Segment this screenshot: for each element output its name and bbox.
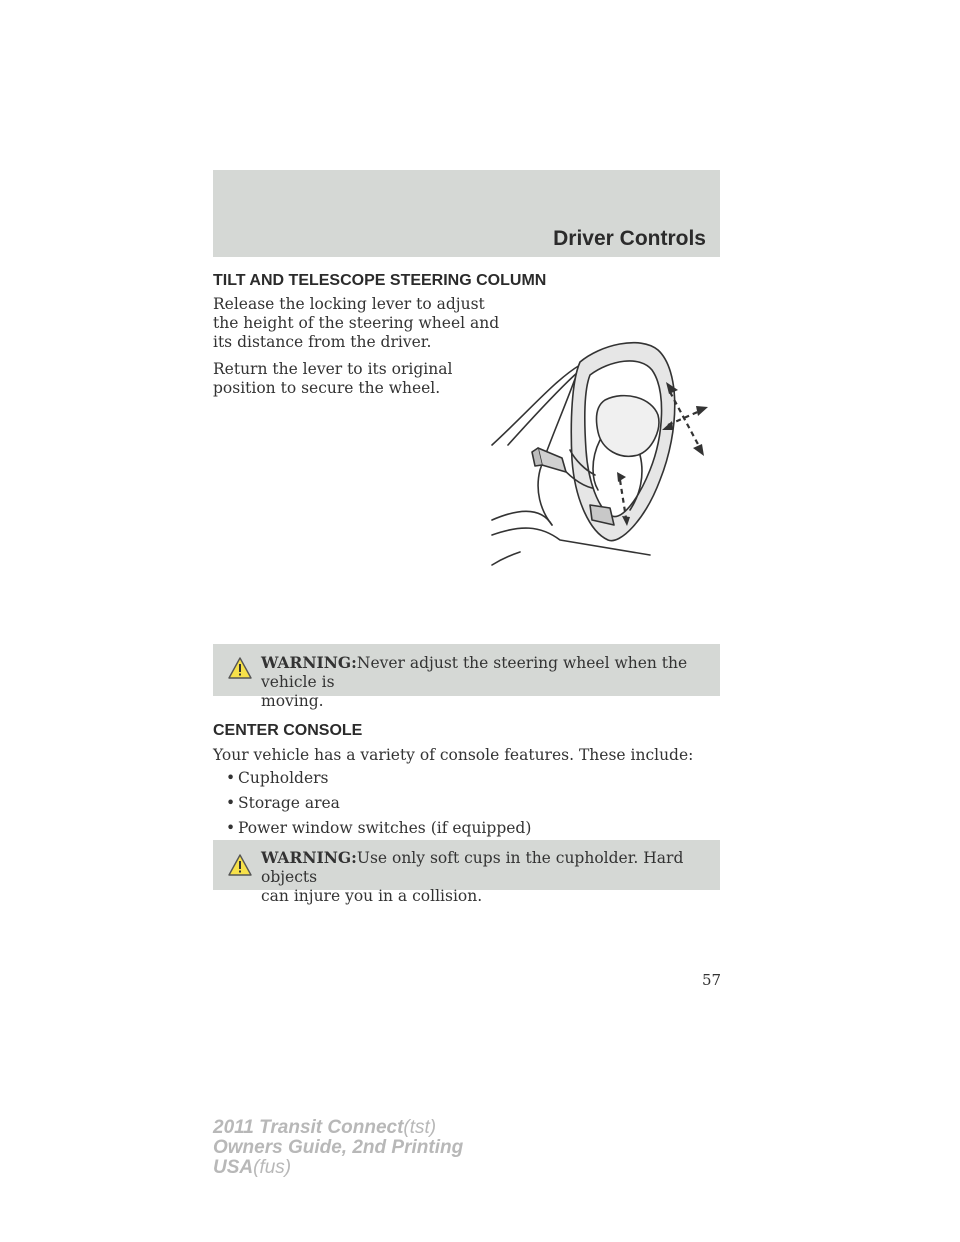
warning-text-steering [261, 653, 708, 711]
bullet-item: • Storage area [226, 794, 340, 812]
warning-text-line1: Use only soft cups in the cupholder. Hard objects [261, 849, 684, 886]
steering-column-illustration [480, 320, 720, 580]
tilt-section-heading: TILT AND TELESCOPE STEERING COLUMN [213, 272, 547, 289]
warning-text-line2: can injure you in a collision. [261, 887, 483, 905]
footer-edition: Owners Guide, 2nd Printing [213, 1137, 464, 1158]
warning-box-steering [213, 644, 720, 710]
bullet-item: • Power window switches (if equipped) [226, 819, 532, 837]
tilt-para2-line2: position to secure the wheel. [213, 379, 441, 397]
warning-text-cupholder [261, 848, 708, 906]
footer-market: USA [213, 1157, 254, 1178]
warning-label: WARNING: [261, 848, 357, 867]
warning-text-line1: Never adjust the steering wheel when the vehicle is [261, 654, 688, 691]
bullet-item: • Cupholders [226, 769, 329, 787]
warning-label: WARNING: [261, 653, 357, 672]
tilt-para1-line2: the height of the steering wheel and [213, 314, 500, 332]
footer-model-code: (tst) [403, 1117, 437, 1138]
footer-model: 2011 Transit Connect [213, 1117, 404, 1138]
warning-text-line2: moving. [261, 692, 324, 710]
console-intro: Your vehicle has a variety of console features. These include: [213, 746, 694, 764]
tilt-para1-line1: Release the locking lever to adjust [213, 295, 485, 313]
page-number: 57 [702, 971, 722, 989]
console-section-heading: CENTER CONSOLE [213, 722, 363, 739]
warning-triangle-icon [227, 656, 253, 680]
footer-market-code: (fus) [253, 1157, 292, 1178]
section-title: Driver Controls [553, 227, 706, 250]
tilt-para1-line3: its distance from the driver. [213, 333, 432, 351]
footer-imprint [213, 1118, 463, 1178]
warning-box-cupholder [213, 840, 720, 905]
warning-triangle-icon [227, 853, 253, 877]
section-header-band [213, 170, 720, 257]
tilt-para2-line1: Return the lever to its original [213, 360, 453, 378]
